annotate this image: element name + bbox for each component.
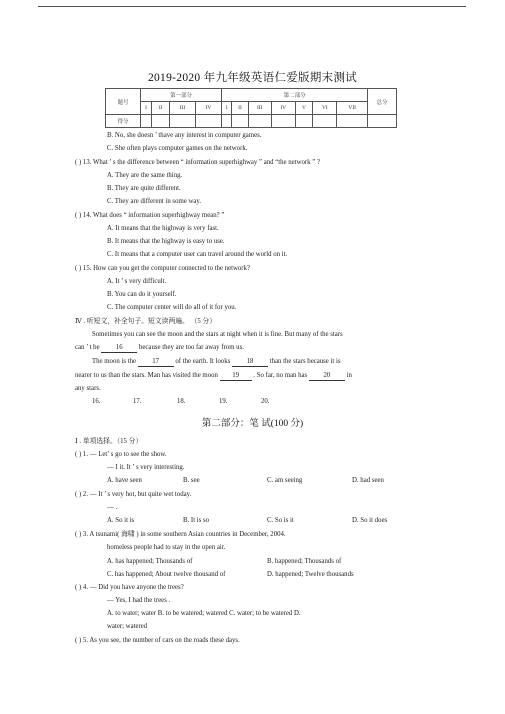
col-header: I xyxy=(141,102,152,115)
col-header: II xyxy=(152,102,170,115)
score-cell xyxy=(152,115,170,128)
section-iv-heading: Ⅳ . 听短文，补全句子。短文读两遍。 （5 分） xyxy=(75,318,217,325)
q14-option-c: C. It means that a computer user can travel around the world on it. xyxy=(107,251,288,258)
question-15: ( ) 15. How can you get the computer connected to the network? xyxy=(75,265,250,272)
score-cell xyxy=(232,115,248,128)
col-header: II xyxy=(232,102,248,115)
answer-number: 16. xyxy=(92,398,101,405)
blank-18[interactable]: 18 xyxy=(232,357,268,367)
q15-option-b: B. You can do it yourself. xyxy=(107,291,177,298)
q2-response: — . xyxy=(107,504,118,511)
passage-line-1: Sometimes you can see the moon and the stars at night when it is fine. But many of the stars xyxy=(92,331,343,338)
blank-20[interactable]: 20 xyxy=(309,371,345,381)
q1-response: — I it. It ’ s very interesting. xyxy=(107,464,185,471)
col-header: III xyxy=(248,102,271,115)
question-1: ( ) 1. — Let’ s go to see the show. xyxy=(75,451,167,458)
answer-number: 20. xyxy=(261,398,270,405)
top-rule xyxy=(38,6,466,7)
col-header: VI xyxy=(313,102,337,115)
page-title: 2019-2020 年九年级英语仁爱版期末测试 xyxy=(147,72,358,84)
col-header: IV xyxy=(271,102,295,115)
q2-option-b: B. It is so xyxy=(183,517,210,524)
q4-options-cont: water; watered xyxy=(107,623,148,630)
q13-option-b: B. They are quite different. xyxy=(107,185,181,192)
score-cell xyxy=(313,115,337,128)
q3-continuation: homeless people had to stay in the open air. xyxy=(107,544,226,551)
section-i-heading: Ⅰ . 单项选择。（15 分） xyxy=(75,438,143,445)
q1-option-c: C. am seeing xyxy=(267,477,303,484)
blank-17[interactable]: 17 xyxy=(138,357,174,367)
score-table xyxy=(105,88,397,128)
q3-option-a: A. has happened; Thousands of xyxy=(107,558,193,565)
score-cell xyxy=(222,115,232,128)
score-cell xyxy=(170,115,195,128)
passage-line-3: The moon is the 17 of the earth. It looks 18 than the stars because it is xyxy=(92,358,341,365)
part1-header: 第一部分 xyxy=(141,89,222,102)
q14-option-b: B. It means that the highway is easy to use. xyxy=(107,238,225,245)
score-cell xyxy=(295,115,313,128)
answer-number: 17. xyxy=(133,398,142,405)
question-14: ( ) 14. What does “ information superhighway mean? ” xyxy=(75,212,225,219)
answer-number: 19. xyxy=(219,398,228,405)
question-2: ( ) 2. — It ’ s very hot, but quite wet today. xyxy=(75,491,192,498)
q12-option-b: B. No, she doesn ’ thave any interest in computer games. xyxy=(107,132,262,139)
q1-option-b: B. see xyxy=(183,477,200,484)
q3-option-c: C. has happened; About twelve thousand of xyxy=(107,571,226,578)
question-3: ( ) 3. A tsunami( 海啸 ) in some southern Asian countries in December, 2004. xyxy=(75,531,286,538)
q15-option-a: A. It ’ s very difficult. xyxy=(107,278,167,285)
col-header: IV xyxy=(195,102,222,115)
total-header: 总分 xyxy=(368,89,397,115)
q4-options: A. to water; water B. to be watered; watered C. water; to be watered D. xyxy=(107,610,301,617)
row-label: 题号 xyxy=(106,89,141,115)
passage-line-5: any stars. xyxy=(75,385,101,392)
question-4: ( ) 4. — Did you have anyone the trees? xyxy=(75,584,184,591)
score-cell xyxy=(368,115,397,128)
passage-line-2: can ’ t be 16 because they are too far away from us. xyxy=(75,344,244,351)
q1-option-d: D. had seen xyxy=(352,477,384,484)
q2-option-c: C. So is it xyxy=(267,517,294,524)
answer-number: 18. xyxy=(177,398,186,405)
part2-title: 第二部分：笔 试(100 分) xyxy=(201,419,304,429)
q3-option-d: D. happened; Twelve thousands xyxy=(267,571,354,578)
q3-option-b: B. happened; Thousands of xyxy=(267,558,342,565)
score-cell xyxy=(141,115,152,128)
score-cell xyxy=(271,115,295,128)
score-label: 得分 xyxy=(106,115,141,128)
q1-option-a: A. have seen xyxy=(107,477,142,484)
q15-option-c: C. The computer center will do all of it for you. xyxy=(107,304,237,311)
score-cell xyxy=(195,115,222,128)
q12-option-c: C. She often plays computer games on the network. xyxy=(107,145,248,152)
col-header: VII xyxy=(337,102,368,115)
passage-line-4: nearer to us than the stars. Man has visited the moon 19 . So far, no man has 20 in xyxy=(75,372,352,379)
q14-option-a: A. It means that the highway is very fast. xyxy=(107,225,219,232)
q2-option-d: D. So it does xyxy=(352,517,388,524)
blank-16[interactable]: 16 xyxy=(101,343,137,353)
score-cell xyxy=(248,115,271,128)
col-header: V xyxy=(295,102,313,115)
q2-option-a: A. So it is xyxy=(107,517,135,524)
question-5: ( ) 5. As you see, the number of cars on the roads these days. xyxy=(75,637,240,644)
question-13: ( ) 13. What ’ s the difference between “ information superhighway ” and “the network ” ? xyxy=(75,159,320,166)
q4-response: — Yes, I had the trees . xyxy=(107,597,171,604)
col-header: III xyxy=(170,102,195,115)
q13-option-a: A. They are the same thing. xyxy=(107,172,183,179)
q13-option-c: C. They are different in some way. xyxy=(107,198,202,205)
score-cell xyxy=(337,115,368,128)
col-header: I xyxy=(222,102,232,115)
part2-header: 第二部分 xyxy=(222,89,368,102)
blank-19[interactable]: 19 xyxy=(220,371,252,381)
